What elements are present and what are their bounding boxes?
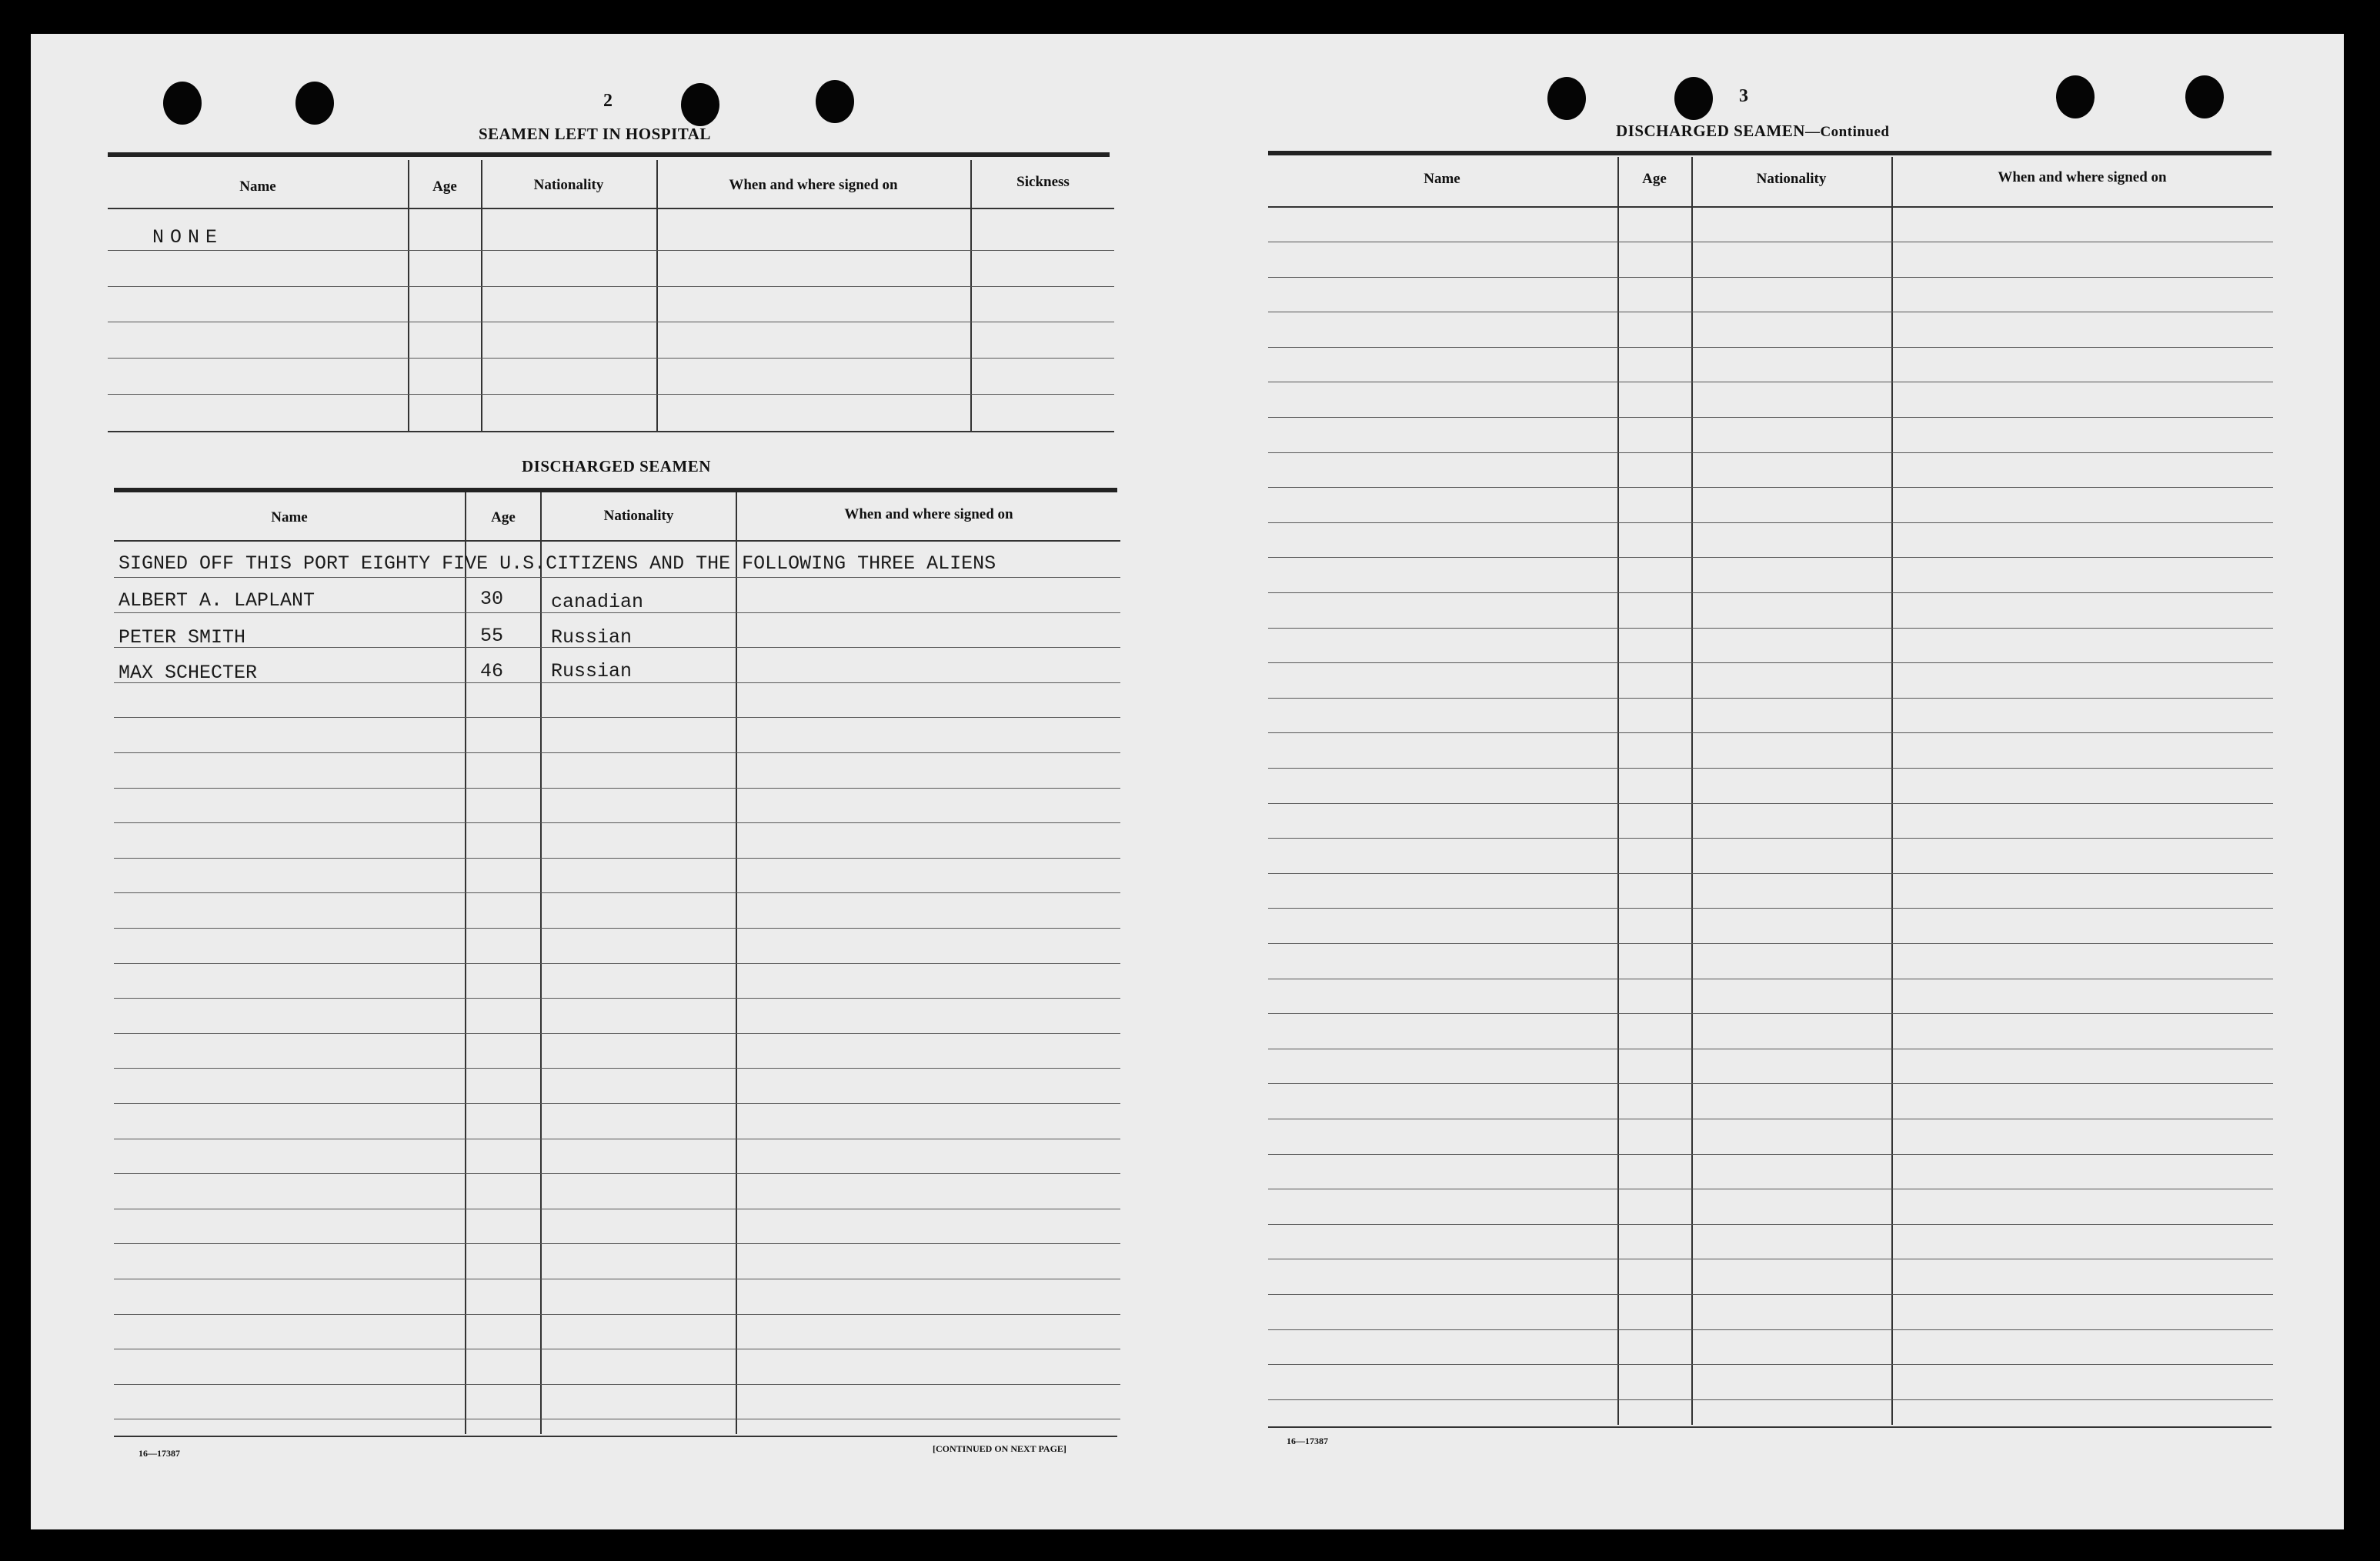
row-rule xyxy=(1268,592,2273,593)
header-rule xyxy=(1268,206,2273,208)
row-rule xyxy=(1268,1329,2273,1330)
row-rule xyxy=(1268,1294,2273,1295)
row-rule xyxy=(1268,277,2273,278)
punch-hole xyxy=(163,82,202,125)
table-top-rule xyxy=(108,152,1110,157)
seaman-nationality: Russian xyxy=(551,660,633,682)
column-header-age: Age xyxy=(491,509,516,525)
row-rule xyxy=(114,1384,1120,1385)
row-rule xyxy=(1268,838,2273,839)
row-rule xyxy=(1268,557,2273,558)
punch-hole xyxy=(2056,75,2095,118)
seaman-nationality: canadian xyxy=(551,591,644,613)
row-rule xyxy=(1268,1154,2273,1155)
column-header-signed-on: When and where signed on xyxy=(1998,169,2167,185)
column-header-signed-on: When and where signed on xyxy=(844,506,1013,522)
header-rule xyxy=(114,540,1120,542)
row-rule xyxy=(108,394,1114,395)
row-rule xyxy=(1268,1399,2273,1400)
row-rule xyxy=(1268,732,2273,733)
row-rule xyxy=(114,1068,1120,1069)
column-header-nationality: Nationality xyxy=(1756,171,1827,187)
row-rule xyxy=(114,1033,1120,1034)
row-rule xyxy=(114,752,1120,753)
page-number: 3 xyxy=(1739,86,1748,106)
row-rule xyxy=(114,892,1120,893)
form-number: 16—17387 xyxy=(139,1448,180,1459)
column-divider xyxy=(481,160,482,431)
column-divider xyxy=(970,160,972,431)
row-rule xyxy=(114,822,1120,823)
punch-hole xyxy=(2185,75,2224,118)
column-header-nationality: Nationality xyxy=(533,177,604,193)
row-rule xyxy=(114,788,1120,789)
row-rule xyxy=(114,1314,1120,1315)
document-sheet xyxy=(31,34,2344,1529)
seaman-age: 46 xyxy=(480,660,504,682)
column-divider xyxy=(408,160,409,431)
row-rule xyxy=(114,1243,1120,1244)
column-header-name: Name xyxy=(1424,171,1460,187)
hospital-title: SEAMEN LEFT IN HOSPITAL xyxy=(479,125,711,143)
discharged-title: DISCHARGED SEAMEN xyxy=(1616,122,1805,140)
row-rule xyxy=(108,358,1114,359)
seaman-nationality: Russian xyxy=(551,626,633,649)
column-header-name: Name xyxy=(271,509,308,525)
column-header-age: Age xyxy=(432,178,457,195)
table-top-rule xyxy=(1268,151,2272,155)
row-rule xyxy=(114,682,1120,683)
punch-hole xyxy=(295,82,334,125)
punch-hole xyxy=(1674,77,1713,120)
header-rule xyxy=(108,208,1114,209)
column-header-nationality: Nationality xyxy=(603,508,674,524)
row-rule xyxy=(114,717,1120,718)
discharged-continued-title xyxy=(1616,122,1889,141)
seaman-age: 55 xyxy=(480,625,504,647)
discharged-title: DISCHARGED SEAMEN xyxy=(522,457,711,475)
seaman-name: PETER SMITH xyxy=(118,626,246,649)
row-rule xyxy=(108,286,1114,287)
continued-suffix: —Continued xyxy=(1804,124,1890,140)
row-rule xyxy=(1268,662,2273,663)
discharged-note: SIGNED OFF THIS PORT EIGHTY FIVE U.S.CITIZENS AND THE FOLLOWING THREE ALIENS xyxy=(118,552,996,575)
column-divider xyxy=(656,160,658,431)
column-header-name: Name xyxy=(239,178,276,195)
seaman-name: ALBERT A. LAPLANT xyxy=(118,589,315,612)
row-rule xyxy=(1268,452,2273,453)
row-rule xyxy=(114,858,1120,859)
column-header-signed-on: When and where signed on xyxy=(729,177,898,193)
column-header-age: Age xyxy=(1642,171,1667,187)
punch-hole xyxy=(816,80,854,123)
table-bottom-rule xyxy=(108,431,1114,432)
row-rule xyxy=(1268,487,2273,488)
row-rule xyxy=(1268,768,2273,769)
row-rule xyxy=(1268,1364,2273,1365)
row-rule xyxy=(114,1103,1120,1104)
seaman-age: 30 xyxy=(480,588,504,610)
row-rule xyxy=(1268,1013,2273,1014)
row-rule xyxy=(1268,522,2273,523)
punch-hole xyxy=(681,83,719,126)
table-top-rule xyxy=(114,488,1117,492)
table-bottom-rule xyxy=(114,1436,1117,1437)
form-number: 16—17387 xyxy=(1287,1436,1328,1446)
row-rule xyxy=(1268,873,2273,874)
row-rule xyxy=(114,963,1120,964)
row-rule xyxy=(1268,943,2273,944)
row-rule xyxy=(1268,628,2273,629)
row-rule xyxy=(108,250,1114,251)
row-rule xyxy=(1268,698,2273,699)
table-bottom-rule xyxy=(1268,1426,2272,1428)
column-header-sickness: Sickness xyxy=(1016,174,1070,190)
punch-hole xyxy=(1547,77,1586,120)
row-rule xyxy=(1268,803,2273,804)
row-rule xyxy=(1268,1083,2273,1084)
row-rule xyxy=(1268,1224,2273,1225)
row-rule xyxy=(1268,347,2273,348)
page-number: 2 xyxy=(603,91,613,111)
row-rule xyxy=(1268,908,2273,909)
row-rule xyxy=(114,928,1120,929)
continued-note: [CONTINUED ON NEXT PAGE] xyxy=(933,1443,1066,1454)
row-rule xyxy=(114,577,1120,578)
row-rule xyxy=(1268,417,2273,418)
row-rule xyxy=(114,998,1120,999)
seaman-name: MAX SCHECTER xyxy=(118,662,258,684)
row-rule xyxy=(114,1173,1120,1174)
hospital-entry: NONE xyxy=(152,226,224,248)
